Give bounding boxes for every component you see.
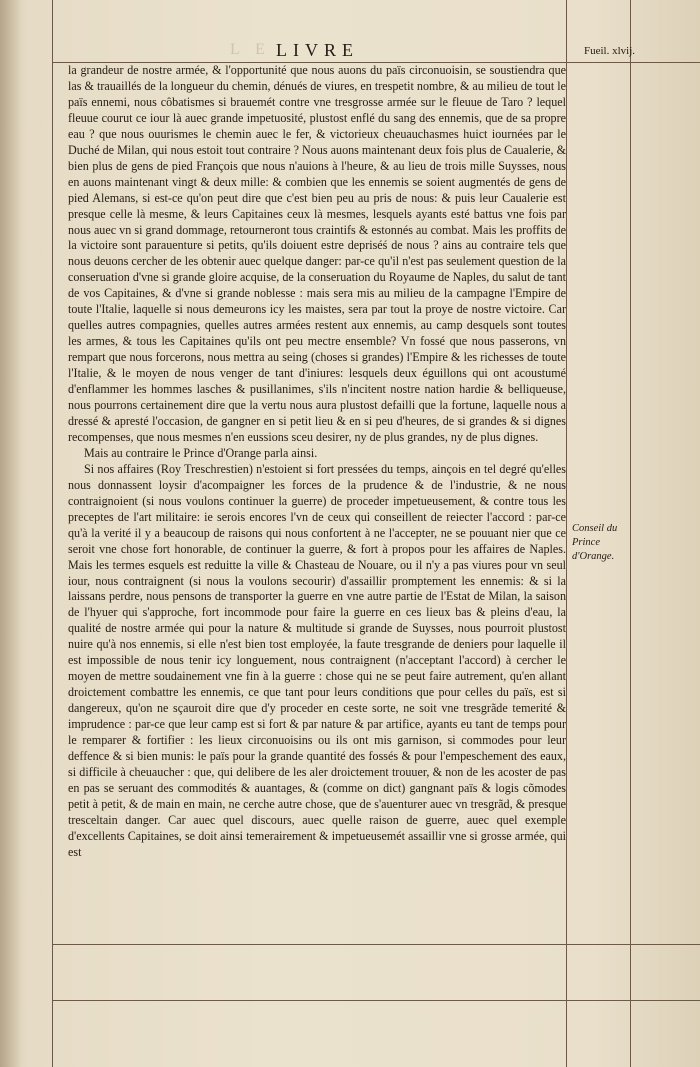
main-text-block — [68, 63, 566, 943]
marginal-note-line: d'Orange. — [572, 551, 615, 562]
margin-rule-right — [566, 0, 567, 1067]
margin-rule-left — [52, 0, 53, 1067]
bleed-through-ghost-icon: L E — [230, 41, 271, 58]
paragraph: Mais au contraire le Prince d'Orange parla ainsi. — [84, 445, 318, 460]
folio-number: Fueil. xlvij. — [584, 45, 636, 57]
bottom-rule — [52, 1000, 700, 1001]
paragraph: Si nos affaires (Roy Treschrestien) n'estoient si fort pressées du temps, ainçois en tel degré qu'elles nous donnassent loysir d'acompaigner les forces de la prudence & de l'industrie, & ne nous contraignoient (si nous voulons continuer la guerre) de proceder impetueusement, & contre tous les preceptes de l'art militaire: ie serois encores l'vn de ceux qui conseillent de reiecter l'accord : par-ce qu'à la verité il y a beaucoup de raisons qui nous confortent à ne l'accepter, ne se pouuant nier que ce seroit vne chose fort honorable, de continuer la guerre, & fort à propos pour les affaires de Naples. Mais les termes esquels est reduitte la ville & Chasteau de Nouare, ou il n'y a pas viures pour vn seul iour, nous contraignent (si nous la voulons secourir) d'assaillir promptement les ennemis: & si la laissans perdre, nous pensons de transporter la guerre en vne autre partie de l'Estat de Milan, la saison de l'hyuer qui s'approche, fort incommode pour faire la guerre en ces lieux bas & pleins d'eau, la qualité de nostre armée qui pour la nature & multitude si grande de Suysses, nous pourroit plustost nuire qu'à nos ennemis, si elle n'est bien tost employée, la faute tresgrande de deniers pour laquelle il est impossible de nous tenir icy longuement, nous contraignent (n'acceptant l'accord) à cercher le moyen de mettre soudainement vne fin à la guerre : chose qui ne se peut faire autrement, qu'en allant droictement combattre les ennemis, ce que tant pour leurs conditions que pour celles du païs, est si dangereux, qu'on ne sçauroit dire que d'y proceder en ceste sorte, ne soit vne tresgrãde temerité & imprudence : par-ce que leur camp est si fort & par nature & par artifice, ayants eu tant de temps pour le remparer & fortifier : les lieux circonuoisins ou ils ont mis garnison, si commodes pour leur deffence & si bien munis: le païs pour la grande quantité des fossés & pour l'empeschement des eaux, si difficile à cheuaucher : que, qui delibere de les aler droictement trouuer, & non de les acoster de pas en pas se seruant des commodités & auantages, & (comme on dict) gangnant païs & logis cõmodes petit à petit, & de main en main, ne cerche autre chose, que de s'auenturer auec vn tresgrãd, & presque tresceltain danger. Car auec quel discours, auec quelle raison de guerre, auec quel exemple d'excellents Capitaines, se doit ainsi temerairement & impetueusemét assaillir vne si grosse armée, qui est — [68, 461, 566, 859]
footer-rule — [52, 944, 700, 945]
marginal-note-line: Conseil du — [572, 523, 618, 534]
running-title: LIVRE — [276, 40, 359, 60]
marginal-note-line: Prince — [572, 537, 600, 548]
paragraph: la grandeur de nostre armée, & l'opportunité que nous auons du païs circonuoisin, se soustiendra que las & trauaillés de la longueur du chemin, dénués de viures, en trespetit nombre, & au milieu de tout le païs ennemi, nous côbatismes si brauemét contre vne tresgrosse armée sur le fleuue de Taro ? lequel fleuue courut ce iour là auec grande impetuosité, plustost enflé du sang des ennemis, que de sa propre eau ? que nous ouurismes le chemin auec le fer, & victorieux cheuauchasmes huict iournées par le Duché de Milan, qui nous estoit tout contraire ? Nous auons maintenant deux fois plus de Caualerie, & bien plus de gens de pied François que nous n'auions à l'heure, & au lieu de trois mille Suysses, nous en auons maintenant vingt & deux mille: & combien que les ennemis se soient augmentés de gens de pied Alemans, si est-ce qu'on peut dire que c'est bien peu au pris de nous: & puis leur Caualerie est presque celle là mesme, & leurs Capitaines ceux là mesmes, lesquels ayants esté battus vne fois par nous auec vn si grand dommage, retourneront tous craintifs & estonnés au combat. Mais les proffits de la victoire sont parauenture si petits, qu'ils doiuent estre depriséś de nous ? ains au contraire tels que nous deuons cercher de les obtenir auec quelque danger: par-ce qu'il n'est pas seulement question de la conseruation d'vne si grande gloire acquise, de la conseruation du Royaume de Naples, du salut de tant de vos Capitaines, & d'vne si grande noblesse : mais sera mis au milieu de la campagne l'Empire de toute l'Italie, laquelle si nous demeurons icy les maistes, sera par tout la proye de nostre victoire. Car quelles autres compagnies, quelles autres armées restent aux ennemis, au camp desquels sont toutes les armes, & tous les Capitaines qu'ils ont peu mectre ensemble? Vn fossé que nous passerons, vn rempart que nous forcerons, nous mettra au seing (choses si grandes) l'Empire & les richesses de toute l'Italie, & le moyen de nous venger de tant d'iniures: lesquels deux éguillons qui ont acoustumé d'enflammer les hommes lasches & pusillanimes, s'ils n'incitent nostre nation hardie & belliqueuse, nous pourrons certainement dire que la vertu nous aura plustost defailli que la fortune, laquelle nous a dressé & apresté l'occasion, de gangner en si petit lieu & en si peu d'heures, de si grandes & si dignes recompenses, que nous mesmes n'en eussions sceu desirer, ny de plus grandes, ny de plus dignes. — [68, 63, 566, 444]
marginal-note — [572, 522, 636, 564]
